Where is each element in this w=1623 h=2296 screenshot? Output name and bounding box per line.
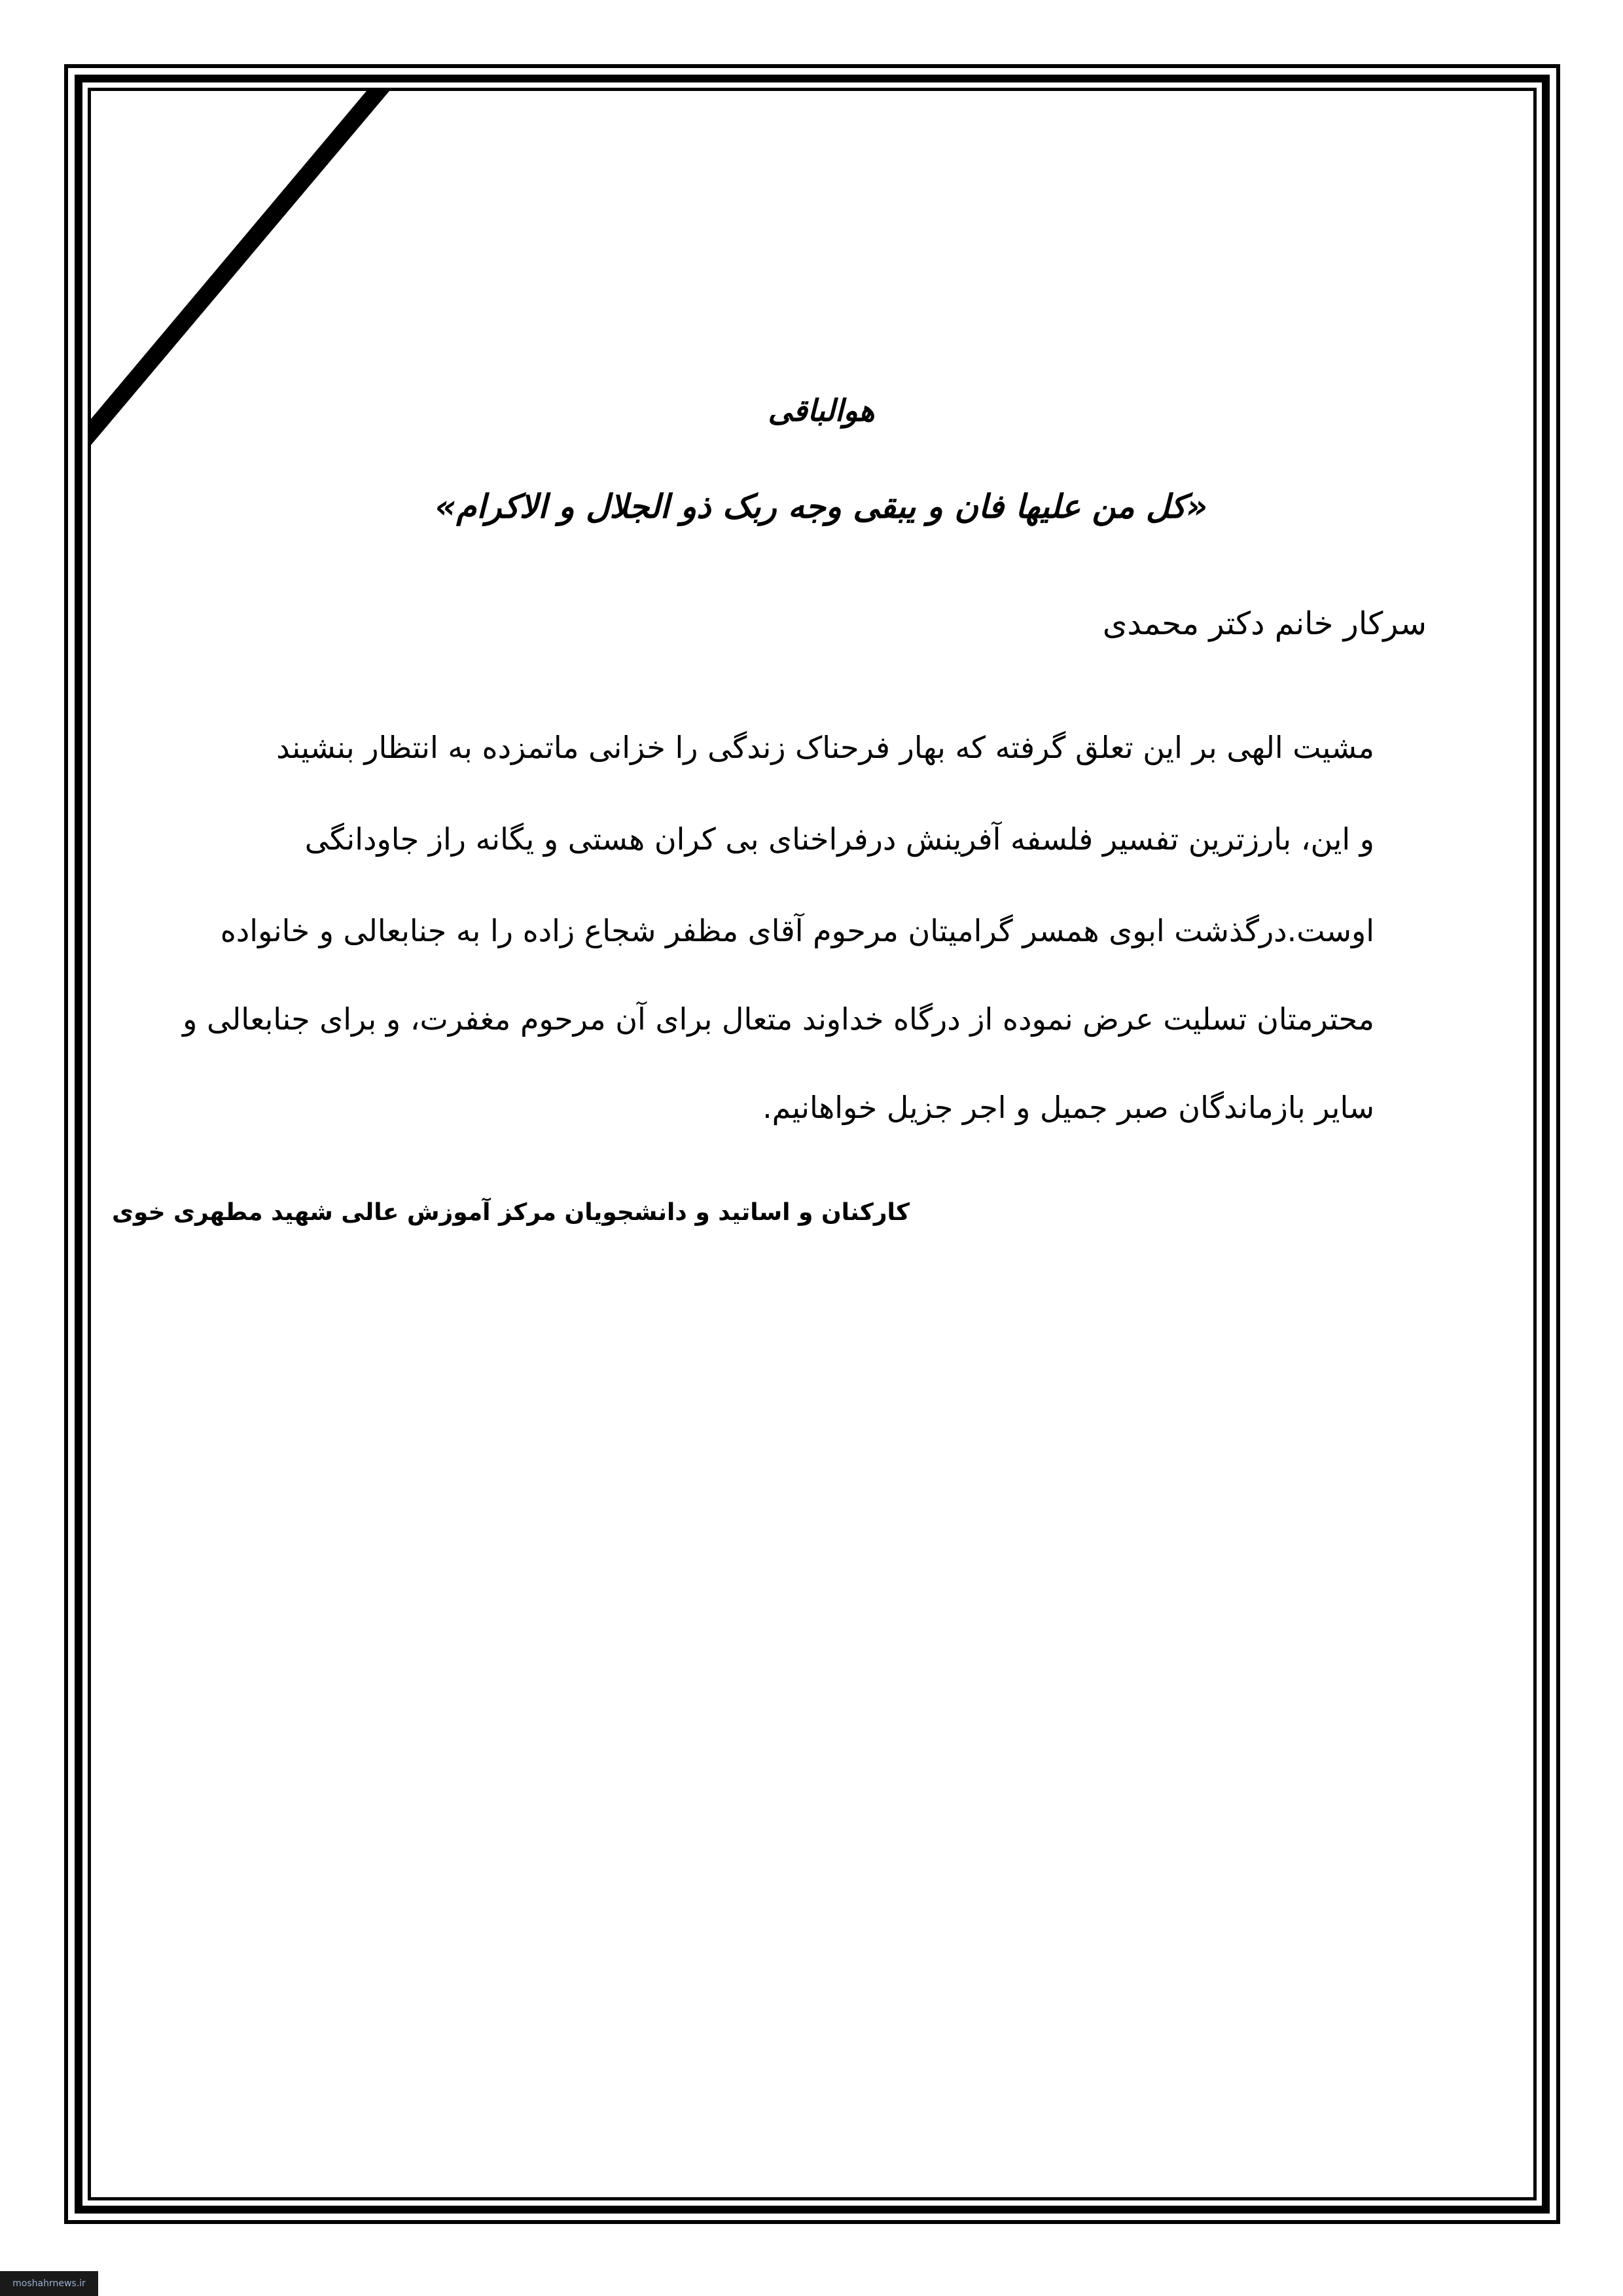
body-line: محترمتان تسلیت عرض نموده از درگاه خداوند متعال برای آن مرحوم مغفرت، و برای جنابعالی و: [183, 1001, 1374, 1037]
site-watermark: moshahrnews.ir: [0, 2271, 98, 2296]
body-line: سایر بازماندگان صبر جمیل و اجر جزیل خواهانیم.: [762, 1090, 1374, 1125]
signature: کارکنان و اساتید و دانشجویان مرکز آموزش عالی شهید مطهری خوی: [112, 1199, 910, 1226]
body-line: مشیت الهی بر این تعلق گرفته که بهار فرحناک زندگی را خزانی ماتمزده به انتظار بنشیند: [276, 730, 1374, 765]
body-line: اوست.درگذشت ابوی همسر گرامیتان مرحوم آقای مظفر شجاع زاده را به جنابعالی و خانواده: [220, 913, 1374, 948]
quran-verse: «کل من علیها فان و یبقی وجه ربک ذو الجلال و الاکرام»: [435, 488, 1208, 526]
document-heading: هوالباقی: [768, 393, 875, 428]
body-line: و این، بارزترین تفسیر فلسفه آفرینش درفراخنای بی کران هستی و یگانه راز جاودانگی: [304, 821, 1374, 857]
salutation: سرکار خانم دکتر محمدی: [1102, 605, 1427, 642]
